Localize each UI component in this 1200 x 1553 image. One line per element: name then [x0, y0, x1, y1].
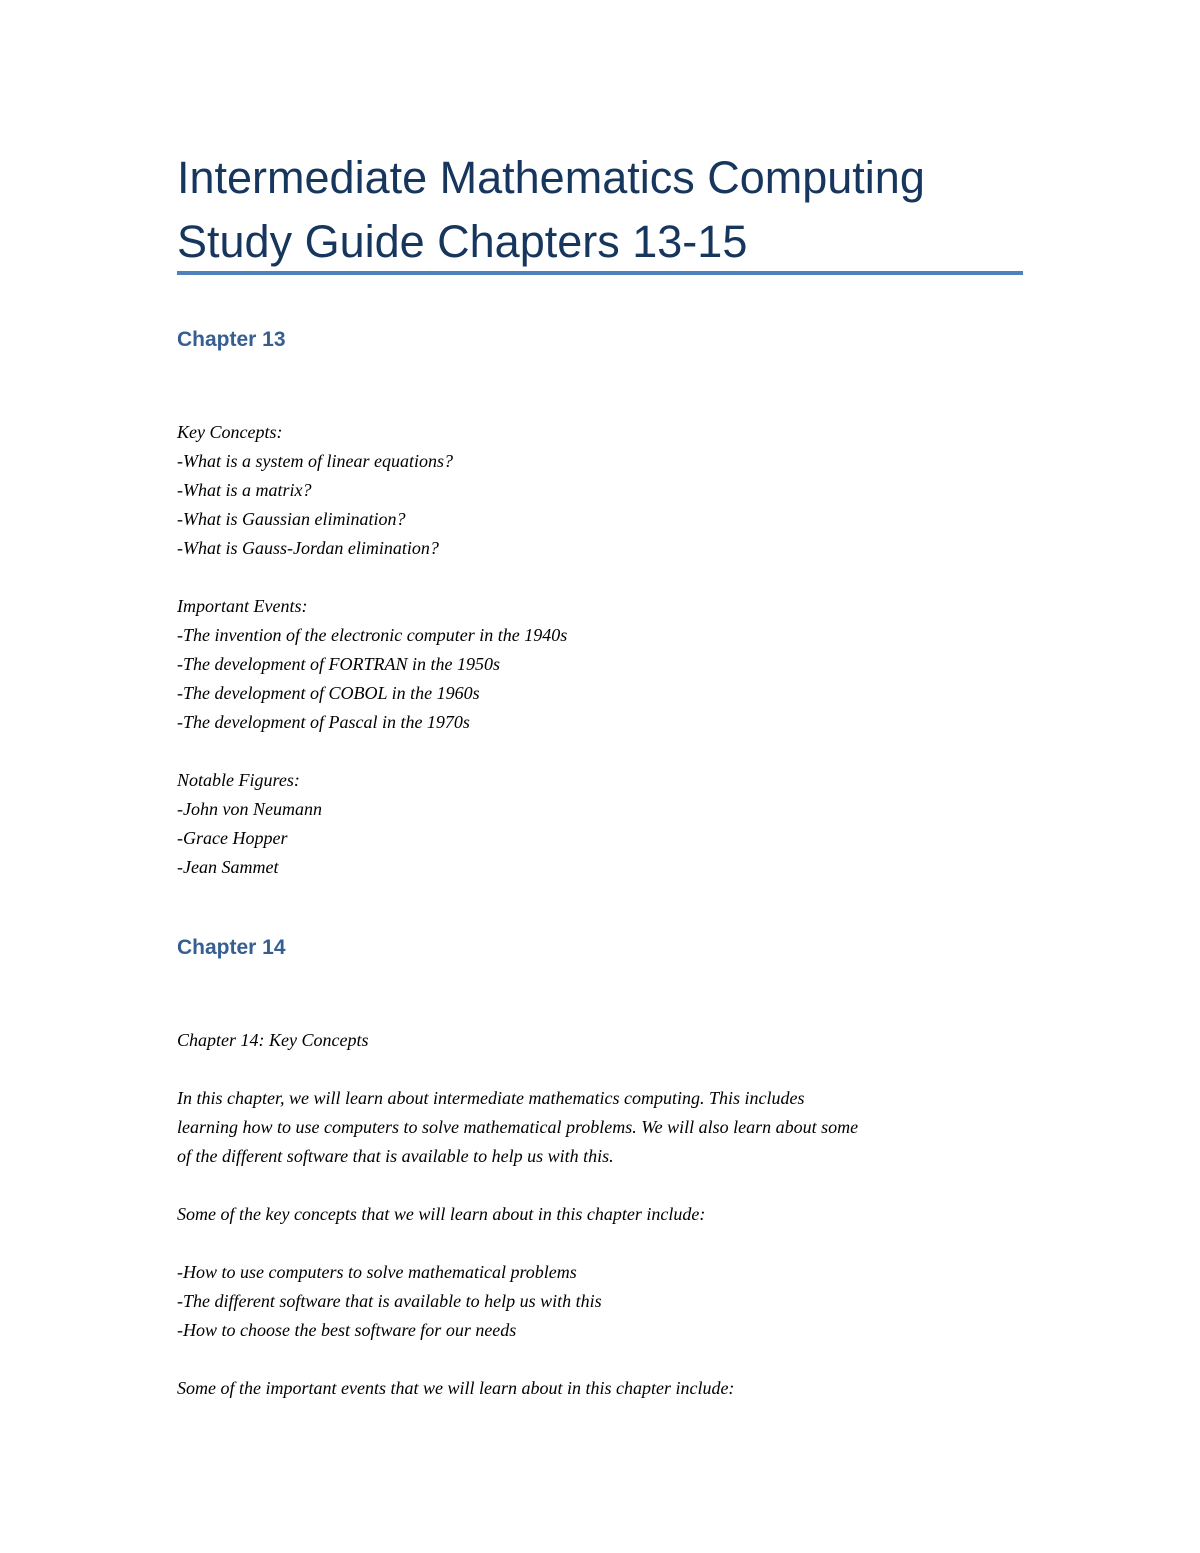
intro-paragraph-line: learning how to use computers to solve mathematical problems. We will also learn about some — [177, 1117, 859, 1137]
intro-paragraph-line: of the different software that is available to help us with this. — [177, 1146, 614, 1166]
figure-item: -John von Neumann — [177, 799, 322, 819]
key-concepts-label: Key Concepts: — [177, 422, 283, 442]
figure-item: -Grace Hopper — [177, 828, 288, 848]
title-line-2: Study Guide Chapters 13-15 — [177, 216, 748, 267]
event-item: -The development of COBOL in the 1960s — [177, 683, 480, 703]
important-events-label: Important Events: — [177, 596, 308, 616]
key-concept-item: -What is Gauss-Jordan elimination? — [177, 538, 439, 558]
key-concept-item: -What is Gaussian elimination? — [177, 509, 406, 529]
chapter-14-subheading: Chapter 14: Key Concepts — [177, 1030, 369, 1050]
concepts-intro: Some of the key concepts that we will learn about in this chapter include: — [177, 1204, 706, 1224]
intro-paragraph-line: In this chapter, we will learn about intermediate mathematics computing. This includes — [177, 1088, 805, 1108]
concept-item: -The different software that is available to help us with this — [177, 1291, 602, 1311]
document-title — [177, 146, 1037, 274]
concept-item: -How to choose the best software for our needs — [177, 1320, 517, 1340]
concept-item: -How to use computers to solve mathematical problems — [177, 1262, 577, 1282]
event-item: -The invention of the electronic computer in the 1940s — [177, 625, 568, 645]
key-concept-item: -What is a matrix? — [177, 480, 312, 500]
event-item: -The development of FORTRAN in the 1950s — [177, 654, 500, 674]
chapter-14-heading: Chapter 14 — [177, 936, 286, 959]
notable-figures-label: Notable Figures: — [177, 770, 300, 790]
figure-item: -Jean Sammet — [177, 857, 279, 877]
title-line-1: Intermediate Mathematics Computing — [177, 152, 925, 203]
chapter-13-heading: Chapter 13 — [177, 328, 286, 351]
title-underline-rule — [177, 271, 1023, 275]
events-intro: Some of the important events that we will learn about in this chapter include: — [177, 1378, 735, 1398]
key-concept-item: -What is a system of linear equations? — [177, 451, 453, 471]
event-item: -The development of Pascal in the 1970s — [177, 712, 470, 732]
